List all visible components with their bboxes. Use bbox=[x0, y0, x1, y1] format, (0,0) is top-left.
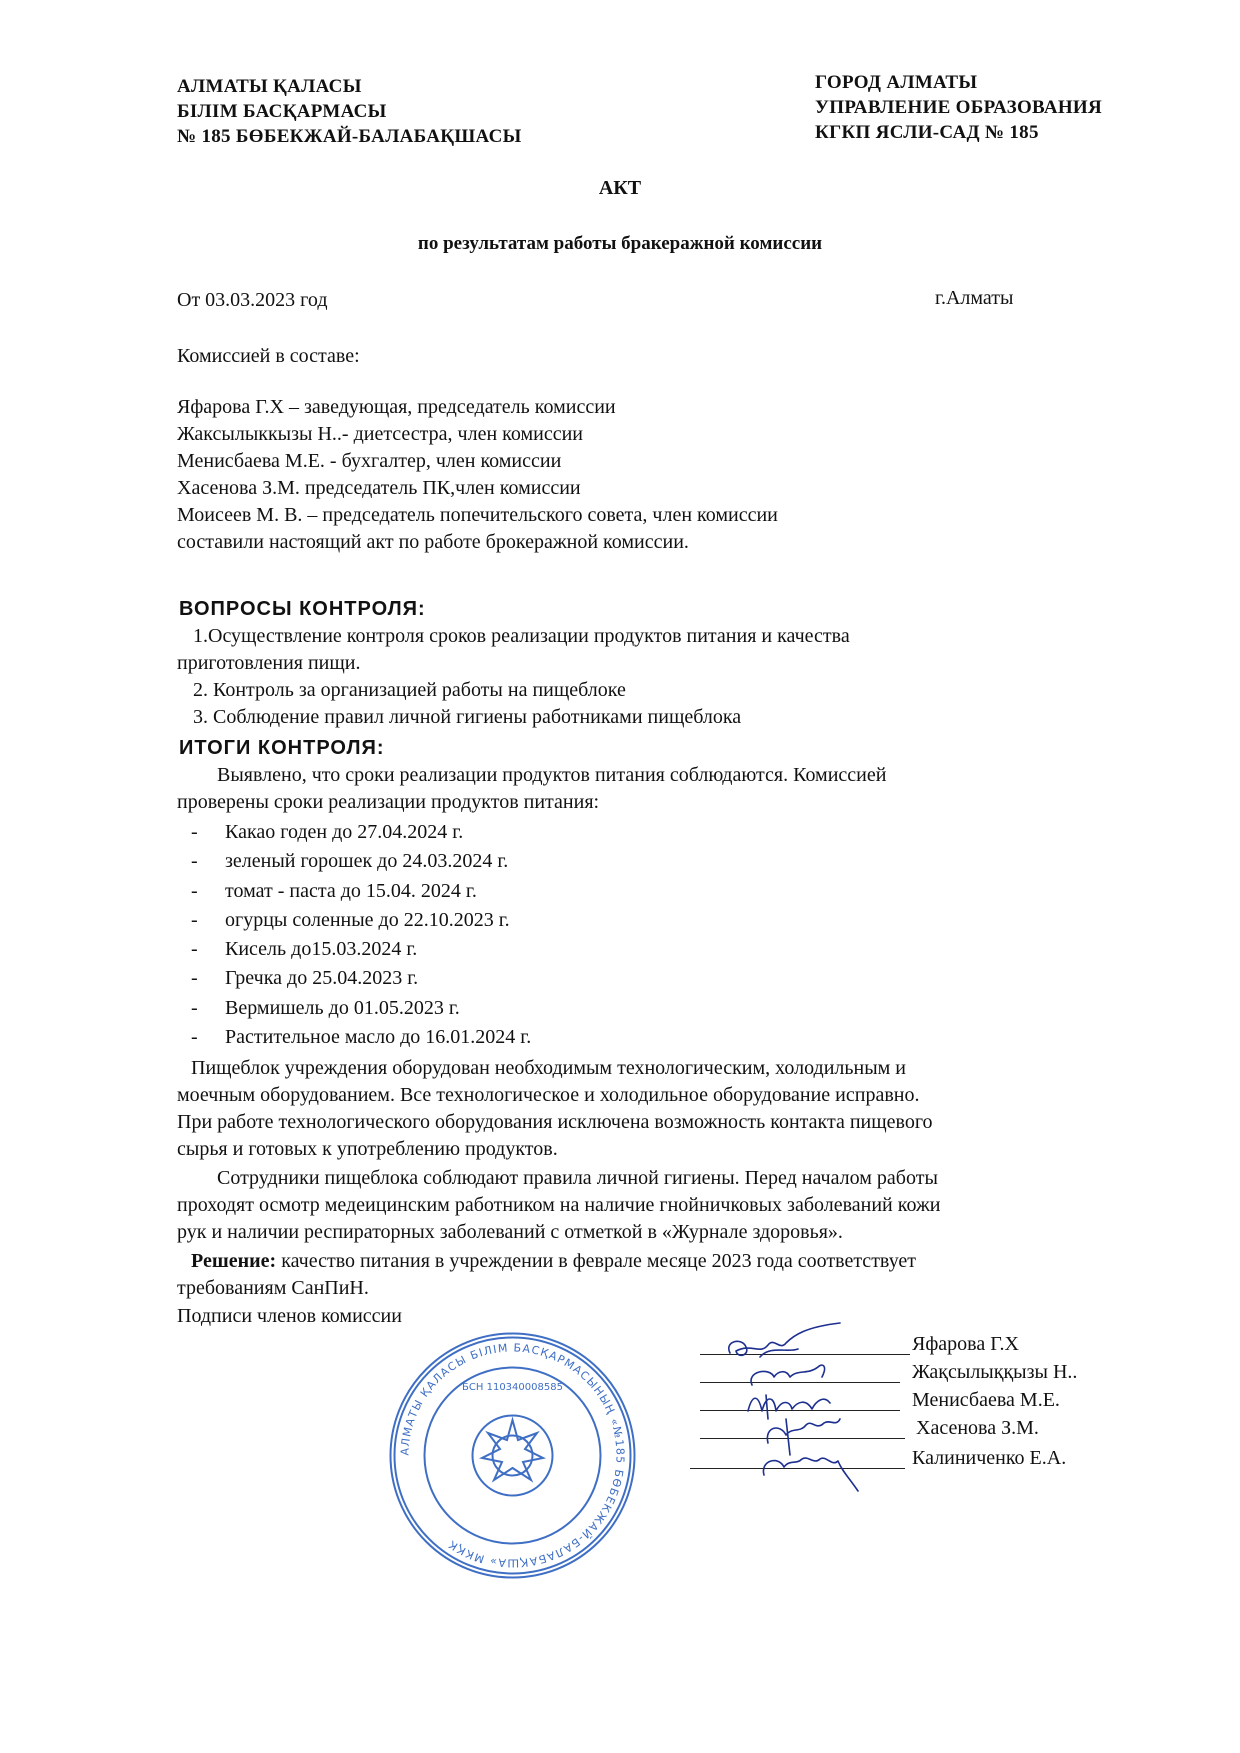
decision-text-continued: требованиям СанПиН. bbox=[177, 1277, 369, 1299]
decision-text: качество питания в учреждении в феврале месяце 2023 года соответствует bbox=[276, 1250, 917, 1272]
header-right-line-1: ГОРОД АЛМАТЫ bbox=[815, 72, 978, 93]
document-subtitle: по результатам работы бракеражной комиссии bbox=[417, 233, 823, 254]
results-heading: ИТОГИ КОНТРОЛЯ: bbox=[179, 737, 385, 759]
header-right-line-3: КГКП ЯСЛИ-САД № 185 bbox=[815, 122, 1039, 143]
product-item: - Вермишель до 01.05.2023 г. bbox=[191, 996, 460, 1019]
hygiene-paragraph bbox=[177, 1165, 941, 1246]
questions-heading: ВОПРОСЫ КОНТРОЛЯ: bbox=[179, 598, 426, 620]
signature-zhaksylykkyzy-icon bbox=[751, 1365, 824, 1385]
signatures-heading: Подписи членов комиссии bbox=[177, 1305, 402, 1327]
document-date: От 03.03.2023 год bbox=[177, 289, 328, 311]
signature-name: Яфарова Г.Х bbox=[912, 1333, 1019, 1355]
member-line: Яфарова Г.Х – заведующая, председатель комиссии bbox=[177, 396, 616, 418]
header-right-line-2: УПРАВЛЕНИЕ ОБРАЗОВАНИЯ bbox=[815, 97, 1103, 118]
member-line: составили настоящий акт по работе брокеражной комиссии. bbox=[177, 531, 689, 553]
stamp-outer-ring bbox=[391, 1334, 635, 1578]
paragraph-line: проходят осмотр медеицинским работником на наличие гнойничковых заболеваний кожи bbox=[177, 1194, 941, 1216]
signature-kalinichenko-icon bbox=[763, 1458, 858, 1491]
product-item: - Гречка до 25.04.2023 г. bbox=[191, 967, 419, 990]
question-item: 3. Соблюдение правил личной гигиены работниками пищеблока bbox=[193, 706, 742, 728]
product-item: - огурцы соленные до 22.10.2023 г. bbox=[191, 908, 510, 931]
product-item: - томат - паста до 15.04. 2024 г. bbox=[191, 879, 477, 902]
product-item: - зеленый горошек до 24.03.2024 г. bbox=[191, 850, 509, 873]
product-item: - Кисель до15.03.2024 г. bbox=[191, 938, 418, 961]
stamp-outer-ring-inner bbox=[395, 1338, 631, 1574]
results-intro-line: проверены сроки реализации продуктов питания: bbox=[177, 791, 600, 813]
signature-khasenova-icon bbox=[767, 1419, 840, 1443]
decision-label: Решение: bbox=[191, 1250, 277, 1272]
paragraph-line: рук и наличии респираторных заболеваний с отметкой в «Журнале здоровья». bbox=[177, 1221, 843, 1243]
products-list bbox=[191, 818, 531, 1052]
paragraph-line: Пищеблок учреждения оборудован необходимым технологическим, холодильным и bbox=[191, 1057, 907, 1079]
product-item: - Растительное масло до 16.01.2024 г. bbox=[191, 1026, 532, 1049]
header-left-line-2: БІЛІМ БАСҚАРМАСЫ bbox=[177, 101, 387, 122]
member-line: Жаксылыккызы Н..- диетсестра, член комиссии bbox=[177, 423, 583, 445]
signature-name: Жақсылыққызы Н.. bbox=[912, 1361, 1078, 1383]
questions-list bbox=[177, 623, 850, 731]
member-line: Хасенова З.М. председатель ПК,член комиссии bbox=[177, 477, 581, 499]
signature-khasenova-stroke-icon bbox=[786, 1419, 790, 1455]
decision-block bbox=[177, 1248, 916, 1302]
paragraph-line: При работе технологического оборудования исключена возможность контакта пищевого bbox=[177, 1111, 933, 1133]
stamp-inner-ring bbox=[425, 1368, 601, 1544]
member-line: Менисбаева М.Е. - бухгалтер, член комиссии bbox=[177, 450, 562, 472]
emblem-circle bbox=[473, 1416, 553, 1496]
question-item-continued: приготовления пищи. bbox=[177, 652, 361, 674]
paragraph-line: Сотрудники пищеблока соблюдают правила личной гигиены. Перед началом работы bbox=[217, 1167, 938, 1189]
header-left bbox=[177, 74, 522, 149]
signature-name: Калиниченко Е.А. bbox=[912, 1447, 1067, 1469]
paragraph-line: моечным оборудованием. Все технологическое и холодильное оборудование исправно. bbox=[177, 1084, 920, 1106]
signature-name: Менисбаева М.Е. bbox=[912, 1389, 1060, 1411]
question-item: 2. Контроль за организацией работы на пищеблоке bbox=[193, 679, 626, 701]
signature-menisbaeva-icon bbox=[748, 1398, 830, 1411]
header-right bbox=[815, 70, 1102, 145]
official-stamp bbox=[385, 1328, 640, 1583]
stamp-outer-text: АЛМАТЫ ҚАЛАСЫ БІЛІМ БАСҚАРМАСЫНЫҢ «№185 БӨБЕКЖАЙ-БАЛАБАҚША» МКҚК bbox=[398, 1341, 627, 1570]
question-item: 1.Осуществление контроля сроков реализации продуктов питания и качества bbox=[193, 625, 850, 647]
paragraph-line: сырья и готовых к употреблению продуктов. bbox=[177, 1138, 558, 1160]
document-city: г.Алматы bbox=[935, 287, 1014, 309]
document-title: АКТ bbox=[598, 177, 642, 199]
header-left-line-1: АЛМАТЫ ҚАЛАСЫ bbox=[177, 76, 362, 97]
member-line: Моисеев М. В. – председатель попечительского совета, член комиссии bbox=[177, 504, 778, 526]
commission-members bbox=[177, 394, 778, 556]
results-intro-line: Выявлено, что сроки реализации продуктов питания соблюдаются. Комиссией bbox=[217, 764, 887, 786]
signature-name: Хасенова З.М. bbox=[916, 1417, 1039, 1439]
results-intro bbox=[177, 762, 886, 816]
product-item: - Какао годен до 27.04.2024 г. bbox=[191, 821, 464, 843]
commission-intro: Комиссией в составе: bbox=[177, 345, 360, 367]
emblem-star-icon bbox=[482, 1420, 543, 1480]
signature-yafarova-stroke-icon bbox=[760, 1349, 798, 1357]
handwritten-signatures bbox=[690, 1315, 930, 1500]
header-left-line-3: № 185 БӨБЕКЖАЙ-БАЛАБАҚШАСЫ bbox=[177, 126, 522, 147]
signature-menisbaeva-stroke-icon bbox=[766, 1395, 768, 1419]
stamp-inner-text: БСН 110340008585 bbox=[462, 1382, 563, 1393]
equipment-paragraph bbox=[177, 1055, 933, 1163]
